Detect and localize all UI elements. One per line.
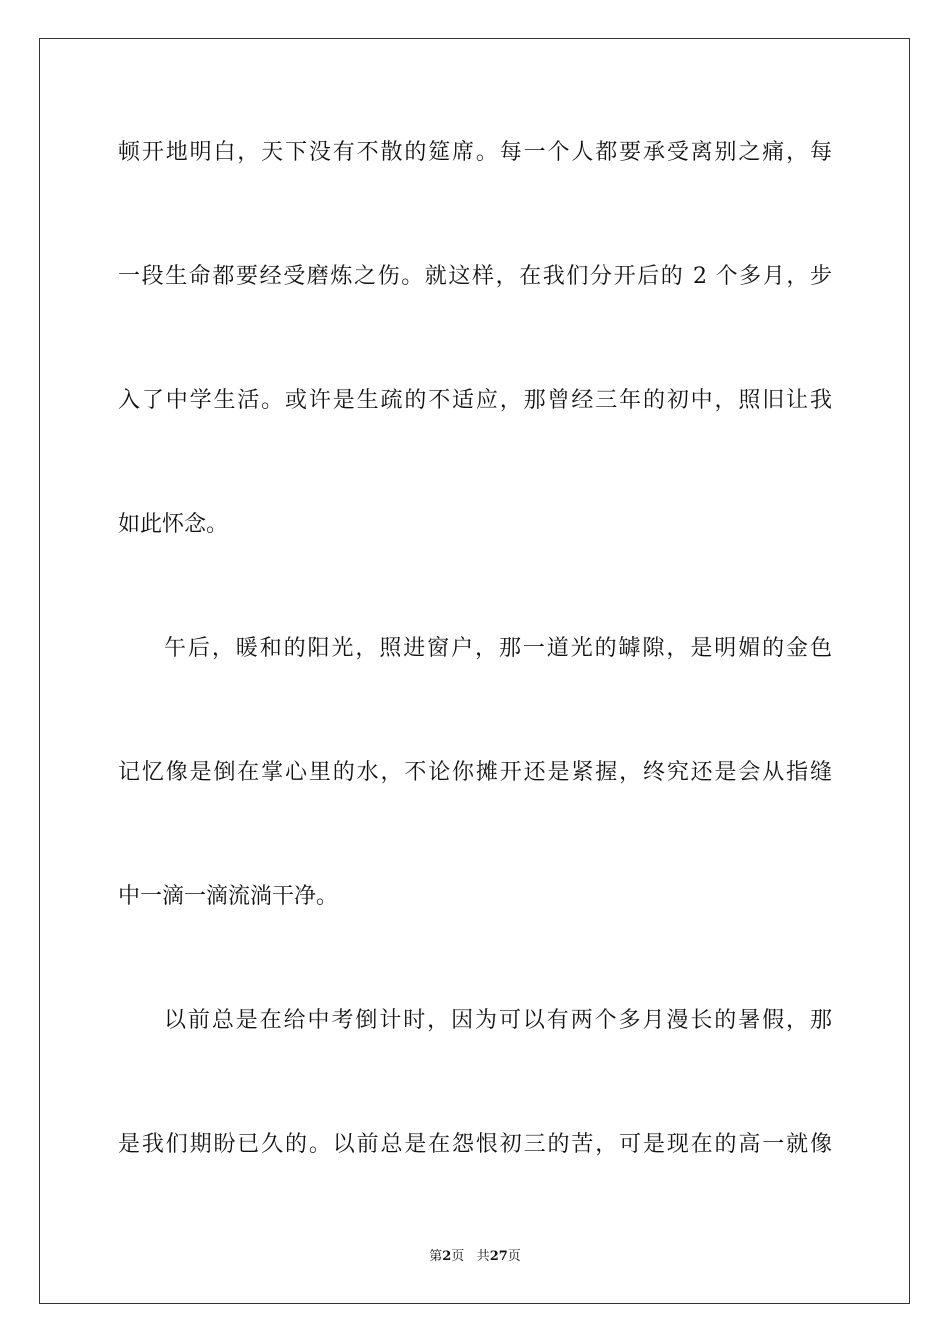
text-line: 如此怀念。 [118, 512, 229, 537]
page-border [39, 38, 910, 1304]
total-prefix: 共 [476, 1249, 490, 1264]
page-footer [0, 1248, 950, 1266]
total-suffix: 页 [507, 1249, 521, 1264]
page-suffix: 页 [451, 1249, 465, 1264]
paragraph-first-line: 午后，暖和的阳光，照进窗户，那一道光的罅隙，是明媚的金色 [164, 636, 832, 661]
page-prefix: 第 [429, 1249, 443, 1264]
text-line: 记忆像是倒在掌心里的水，不论你摊开还是紧握，终究还是会从指缝 [118, 760, 832, 785]
text-line: 顿开地明白，天下没有不散的筵席。每一个人都要承受离别之痛，每 [118, 140, 832, 165]
text-line: 一段生命都要经受磨炼之伤。就这样，在我们分开后的 2 个多月，步 [118, 264, 832, 289]
total-pages: 27 [489, 1249, 508, 1264]
text-line: 中一滴一滴流淌干净。 [118, 884, 339, 909]
text-line: 是我们期盼已久的。以前总是在怨恨初三的苦，可是现在的高一就像 [118, 1132, 832, 1157]
paragraph-first-line: 以前总是在给中考倒计时，因为可以有两个多月漫长的暑假，那 [164, 1008, 832, 1033]
text-line: 入了中学生活。或许是生疏的不适应，那曾经三年的初中，照旧让我 [118, 388, 832, 413]
page-number: 2 [442, 1249, 452, 1264]
